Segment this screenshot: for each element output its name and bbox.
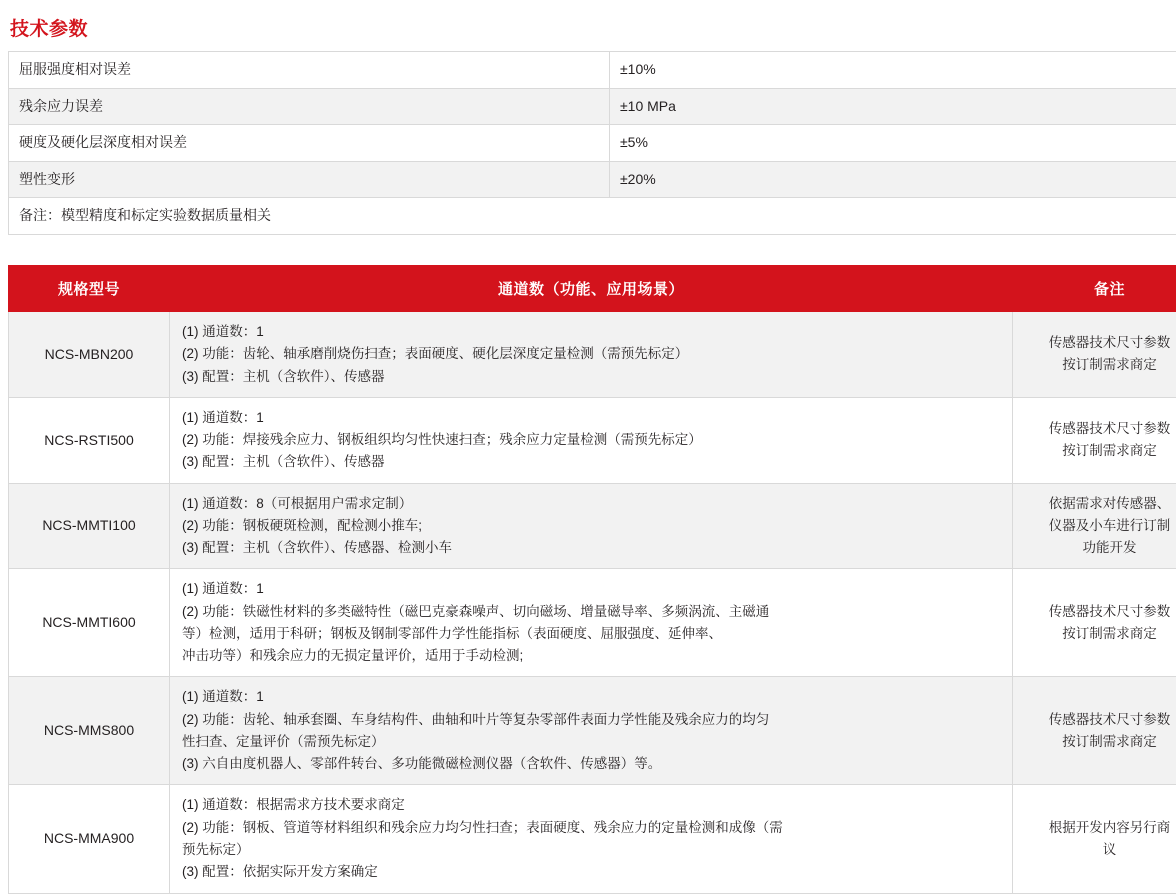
description-line: (2) 功能：齿轮、轴承磨削烧伤扫查；表面硬度、硬化层深度定量检测（需预先标定） (182, 343, 1000, 365)
description-line: (3) 配置：主机（含软件）、传感器 (182, 451, 1000, 473)
remark-line: 依据需求对传感器、 (1025, 493, 1176, 515)
model-name: NCS-MMA900 (9, 785, 170, 893)
model-description (170, 785, 1013, 893)
model-name: NCS-RSTI500 (9, 397, 170, 483)
description-line: (3) 配置：依据实际开发方案确定 (182, 861, 1000, 883)
remark-line: 功能开发 (1025, 537, 1176, 559)
description-line: (2) 功能：齿轮、轴承套圈、车身结构件、曲轴和叶片等复杂零部件表面力学性能及残余应力的均匀 (182, 709, 1000, 731)
remark-line: 传感器技术尺寸参数 (1025, 332, 1176, 354)
model-remark (1013, 483, 1176, 569)
model-description (170, 397, 1013, 483)
remark-line: 仪器及小车进行订制 (1025, 515, 1176, 537)
remark-line: 传感器技术尺寸参数 (1025, 418, 1176, 440)
remark-line: 传感器技术尺寸参数 (1025, 709, 1176, 731)
description-line: (3) 配置：主机（含软件）、传感器、检测小车 (182, 537, 1000, 559)
column-header-remark: 备注 (1013, 265, 1176, 311)
spec-name: 屈服强度相对误差 (9, 52, 610, 89)
description-line: 冲击功等）和残余应力的无损定量评价，适用于手动检测; (182, 645, 1000, 667)
model-description (170, 311, 1013, 397)
model-name: NCS-MMTI600 (9, 569, 170, 677)
spec-name: 硬度及硬化层深度相对误差 (9, 125, 610, 162)
table-row (9, 677, 1176, 785)
accuracy-spec-table (8, 51, 1176, 235)
table-row (9, 88, 1176, 125)
model-name: NCS-MMS800 (9, 677, 170, 785)
model-name: NCS-MBN200 (9, 311, 170, 397)
spec-name: 塑性变形 (9, 161, 610, 198)
spec-name: 残余应力误差 (9, 88, 610, 125)
description-line: (2) 功能：钢板硬斑检测，配检测小推车; (182, 515, 1000, 537)
model-description (170, 677, 1013, 785)
table-row (9, 785, 1176, 893)
remark-line: 按订制需求商定 (1025, 354, 1176, 376)
spec-value: ±5% (610, 125, 1176, 162)
model-remark (1013, 785, 1176, 893)
spec-value: ±10 MPa (610, 88, 1176, 125)
description-line: (1) 通道数：1 (182, 407, 1000, 429)
model-remark (1013, 677, 1176, 785)
description-line: 等）检测，适用于科研；钢板及钢制零部件力学性能指标（表面硬度、屈服强度、延伸率、 (182, 623, 1000, 645)
model-description (170, 483, 1013, 569)
description-line: 性扫查、定量评价（需预先标定） (182, 731, 1000, 753)
accuracy-spec-body (9, 52, 1176, 235)
description-line: (1) 通道数：根据需求方技术要求商定 (182, 794, 1000, 816)
column-header-description: 通道数（功能、应用场景） (170, 265, 1013, 311)
models-table (8, 265, 1176, 894)
models-table-body (9, 311, 1176, 893)
table-row (9, 125, 1176, 162)
description-line: (2) 功能：焊接残余应力、钢板组织均匀性快速扫查；残余应力定量检测（需预先标定） (182, 429, 1000, 451)
table-row (9, 397, 1176, 483)
model-remark (1013, 311, 1176, 397)
table-row (9, 52, 1176, 89)
description-line: (2) 功能：铁磁性材料的多类磁特性（磁巴克豪森噪声、切向磁场、增量磁导率、多频涡流、主磁通 (182, 601, 1000, 623)
description-line: (1) 通道数：1 (182, 686, 1000, 708)
table-row (9, 161, 1176, 198)
table-row-note (9, 198, 1176, 235)
table-row (9, 483, 1176, 569)
remark-line: 根据开发内容另行商 (1025, 817, 1176, 839)
model-remark (1013, 569, 1176, 677)
column-header-model: 规格型号 (9, 265, 170, 311)
model-remark (1013, 397, 1176, 483)
table-row (9, 311, 1176, 397)
description-line: 预先标定） (182, 839, 1000, 861)
spec-value: ±10% (610, 52, 1176, 89)
model-name: NCS-MMTI100 (9, 483, 170, 569)
model-description (170, 569, 1013, 677)
remark-line: 按订制需求商定 (1025, 731, 1176, 753)
spec-note: 备注：模型精度和标定实验数据质量相关 (9, 198, 1176, 235)
description-line: (3) 配置：主机（含软件）、传感器 (182, 366, 1000, 388)
description-line: (1) 通道数：1 (182, 578, 1000, 600)
remark-line: 议 (1025, 839, 1176, 861)
remark-line: 按订制需求商定 (1025, 623, 1176, 645)
table-header-row (9, 265, 1176, 311)
remark-line: 传感器技术尺寸参数 (1025, 601, 1176, 623)
models-table-head (9, 265, 1176, 311)
description-line: (1) 通道数：1 (182, 321, 1000, 343)
description-line: (3) 六自由度机器人、零部件转台、多功能微磁检测仪器（含软件、传感器）等。 (182, 753, 1000, 775)
description-line: (1) 通道数：8（可根据用户需求定制） (182, 493, 1000, 515)
remark-line: 按订制需求商定 (1025, 440, 1176, 462)
description-line: (2) 功能：钢板、管道等材料组织和残余应力均匀性扫查；表面硬度、残余应力的定量检测和成像（需 (182, 817, 1000, 839)
page-title: 技术参数 (10, 14, 1168, 41)
spec-value: ±20% (610, 161, 1176, 198)
table-row (9, 569, 1176, 677)
